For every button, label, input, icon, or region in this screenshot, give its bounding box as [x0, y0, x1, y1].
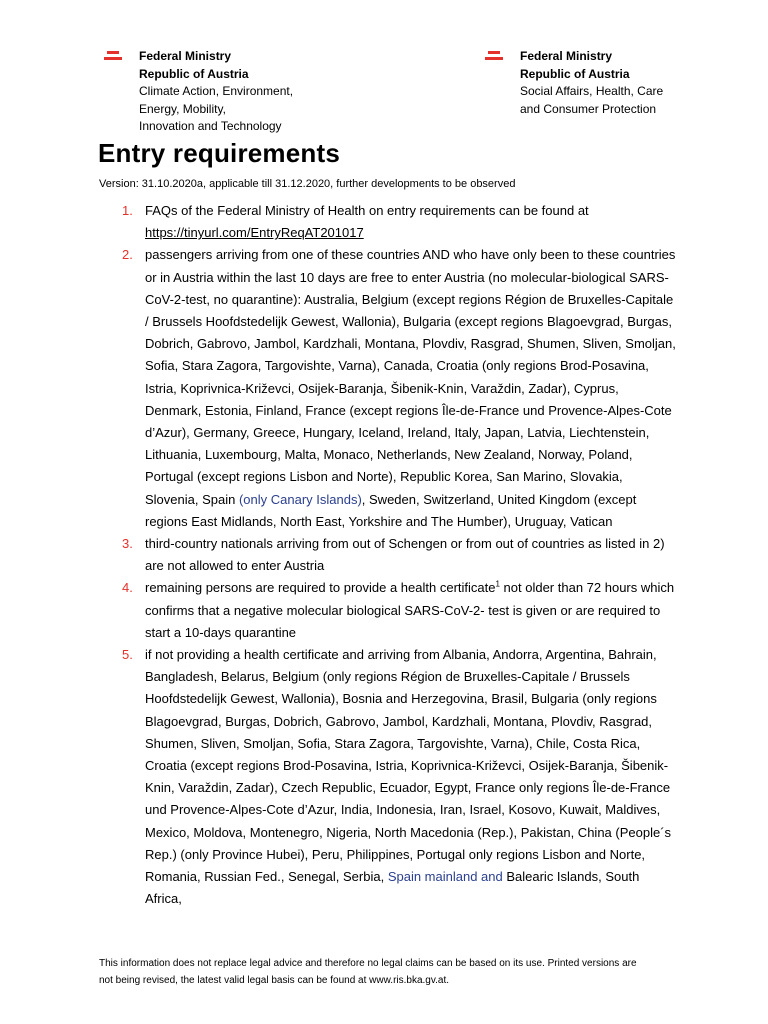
list-item [98, 244, 678, 533]
item-text: not older than 72 hours which confirms that a negative molecular biological SARS-CoV-2- test is given or are required to start a 10-days quarantine [145, 580, 675, 640]
footer-disclaimer [99, 955, 679, 989]
item-text: , Sweden, Switzerland, United Kingdom (except regions East Midlands, North East, Yorkshire and The Humber), Uruguay, Vatican [145, 491, 637, 529]
list-item [98, 533, 678, 577]
ministry-right-line3: Social Affairs, Health, Care [520, 84, 664, 98]
footnote-marker: 1 [495, 580, 500, 590]
item-text: Balearic Islands, South Africa, [145, 869, 640, 907]
list-number: 1. [122, 203, 133, 218]
item-text: remaining persons are required to provide a health certificate [145, 580, 496, 596]
footer-line2: not being revised, the latest valid legal basis can be found at www.ris.bka.gv.at. [99, 975, 450, 986]
item-text: FAQs of the Federal Ministry of Health on entry requirements can be found at [145, 203, 589, 218]
list-item [98, 644, 678, 910]
ministry-right-line1: Federal Ministry [520, 49, 613, 63]
ministry-left-line1: Federal Ministry [139, 49, 232, 63]
ministry-left-line2: Republic of Austria [139, 66, 249, 81]
austria-flag-icon [485, 51, 503, 65]
list-number: 3. [122, 536, 133, 552]
page-title: Entry requirements [98, 138, 341, 168]
item-text: passengers arriving from one of these countries AND who have only been to these countries or in Austria within the last 10 days are free to enter Austria (no molecular-biological SARS-CoV-2-test, no quarantine): Australia, Belgium (except regions Région de Bruxelles-Capitale / Brussels Hoofdstedelijk Gewest, Wallonia), Bulgaria (except regions Blagoevgrad, Burgas, Dobrich, Gabrovo, Jambol, Kardzhali, Montana, Plovdiv, Rasgrad, Shumen, Sliven, Smoljan, Sofia, Stara Zagora, Targovishte, Varna), Canada, Croatia (only regions Brod-Posavina, Istria, Koprivnica-Križevci, Osijek-Baranja, Šibenik-Knin, Varaždin, Zadar), Cyprus, Denmark, Estonia, Finland, France (except regions Île-de-France und Provence-Alpes-Cote d’Azur), Germany, Greece, Hungary, Iceland, Ireland, Italy, Japan, Latvia, Liechtenstein, Lithuania, Luxembourg, Malta, Monaco, Netherlands, New Zealand, Norway, Poland, Portugal (except regions Lisbon and Norte), Republic Korea, San Marino, Slovakia, Slovenia, Spain [145, 247, 676, 507]
item-text: third-country nationals arriving from out of Schengen or from out of countries as listed in 2) are not allowed to enter Austria [145, 536, 665, 574]
ministry-right-line4: and Consumer Protection [520, 101, 657, 116]
item-text: if not providing a health certificate and arriving from Albania, Andorra, Argentina, Bahrain, Bangladesh, Belarus, Belgium (only regions Région de Bruxelles-Capitale / Brussels Hoofdstedelijk Gewest, Wallonia), Bosnia and Herzegovina, Brasil, Bulgaria (only regions Blagoevgrad, Burgas, Dobrich, Gabrovo, Jambol, Kardzhali, Montana, Plovdiv, Rasgrad, Shumen, Sliven, Smoljan, Sofia, Stara Zagora, Targovishte, Varna), Chile, Costa Rica, Croatia (except regions Brod-Posavina, Istria, Koprivnica-Križevci, Osijek-Baranja, Šibenik-Knin, Varaždin, Zadar), Czech Republic, Ecuador, Egypt, France only regions Île-de-France und Provence-Alpes-Cote d’Azur, India, Indonesia, Iran, Israel, Kosovo, Kuwait, Maldives, Mexico, Moldova, Montenegro, Nigeria, North Macedonia (Rep.), Pakistan, China (People´s Rep.) (only Province Hubei), Peru, Philippines, Portugal only regions Lisbon and Norte, Romania, Russian Fed., Senegal, Serbia, [145, 647, 672, 885]
item-text-highlight: Spain mainland and [387, 869, 503, 885]
list-number: 4. [122, 580, 133, 596]
ministry-left-line5: Innovation and Technology [139, 119, 282, 133]
list-number: 5. [122, 647, 133, 663]
item-text-highlight: (only Canary Islands) [238, 491, 362, 507]
ministry-left-line3: Climate Action, Environment, [139, 84, 294, 98]
footer-line1: This information does not replace legal advice and therefore no legal claims can be based on its use. Printed versions are [99, 958, 637, 969]
version-line: Version: 31.10.2020a, applicable till 31.12.2020, further developments to be observed [99, 178, 516, 190]
list-number: 2. [122, 247, 133, 263]
requirements-list [98, 200, 678, 911]
list-item [98, 577, 678, 644]
header-left-logo [104, 48, 293, 136]
austria-flag-icon [104, 51, 122, 65]
header-right-logo [485, 48, 663, 118]
ministry-right-line2: Republic of Austria [520, 66, 630, 81]
list-item [98, 200, 678, 244]
ministry-left-line4: Energy, Mobility, [139, 101, 226, 116]
faq-link[interactable]: https://tinyurl.com/EntryReqAT201017 [145, 225, 364, 241]
